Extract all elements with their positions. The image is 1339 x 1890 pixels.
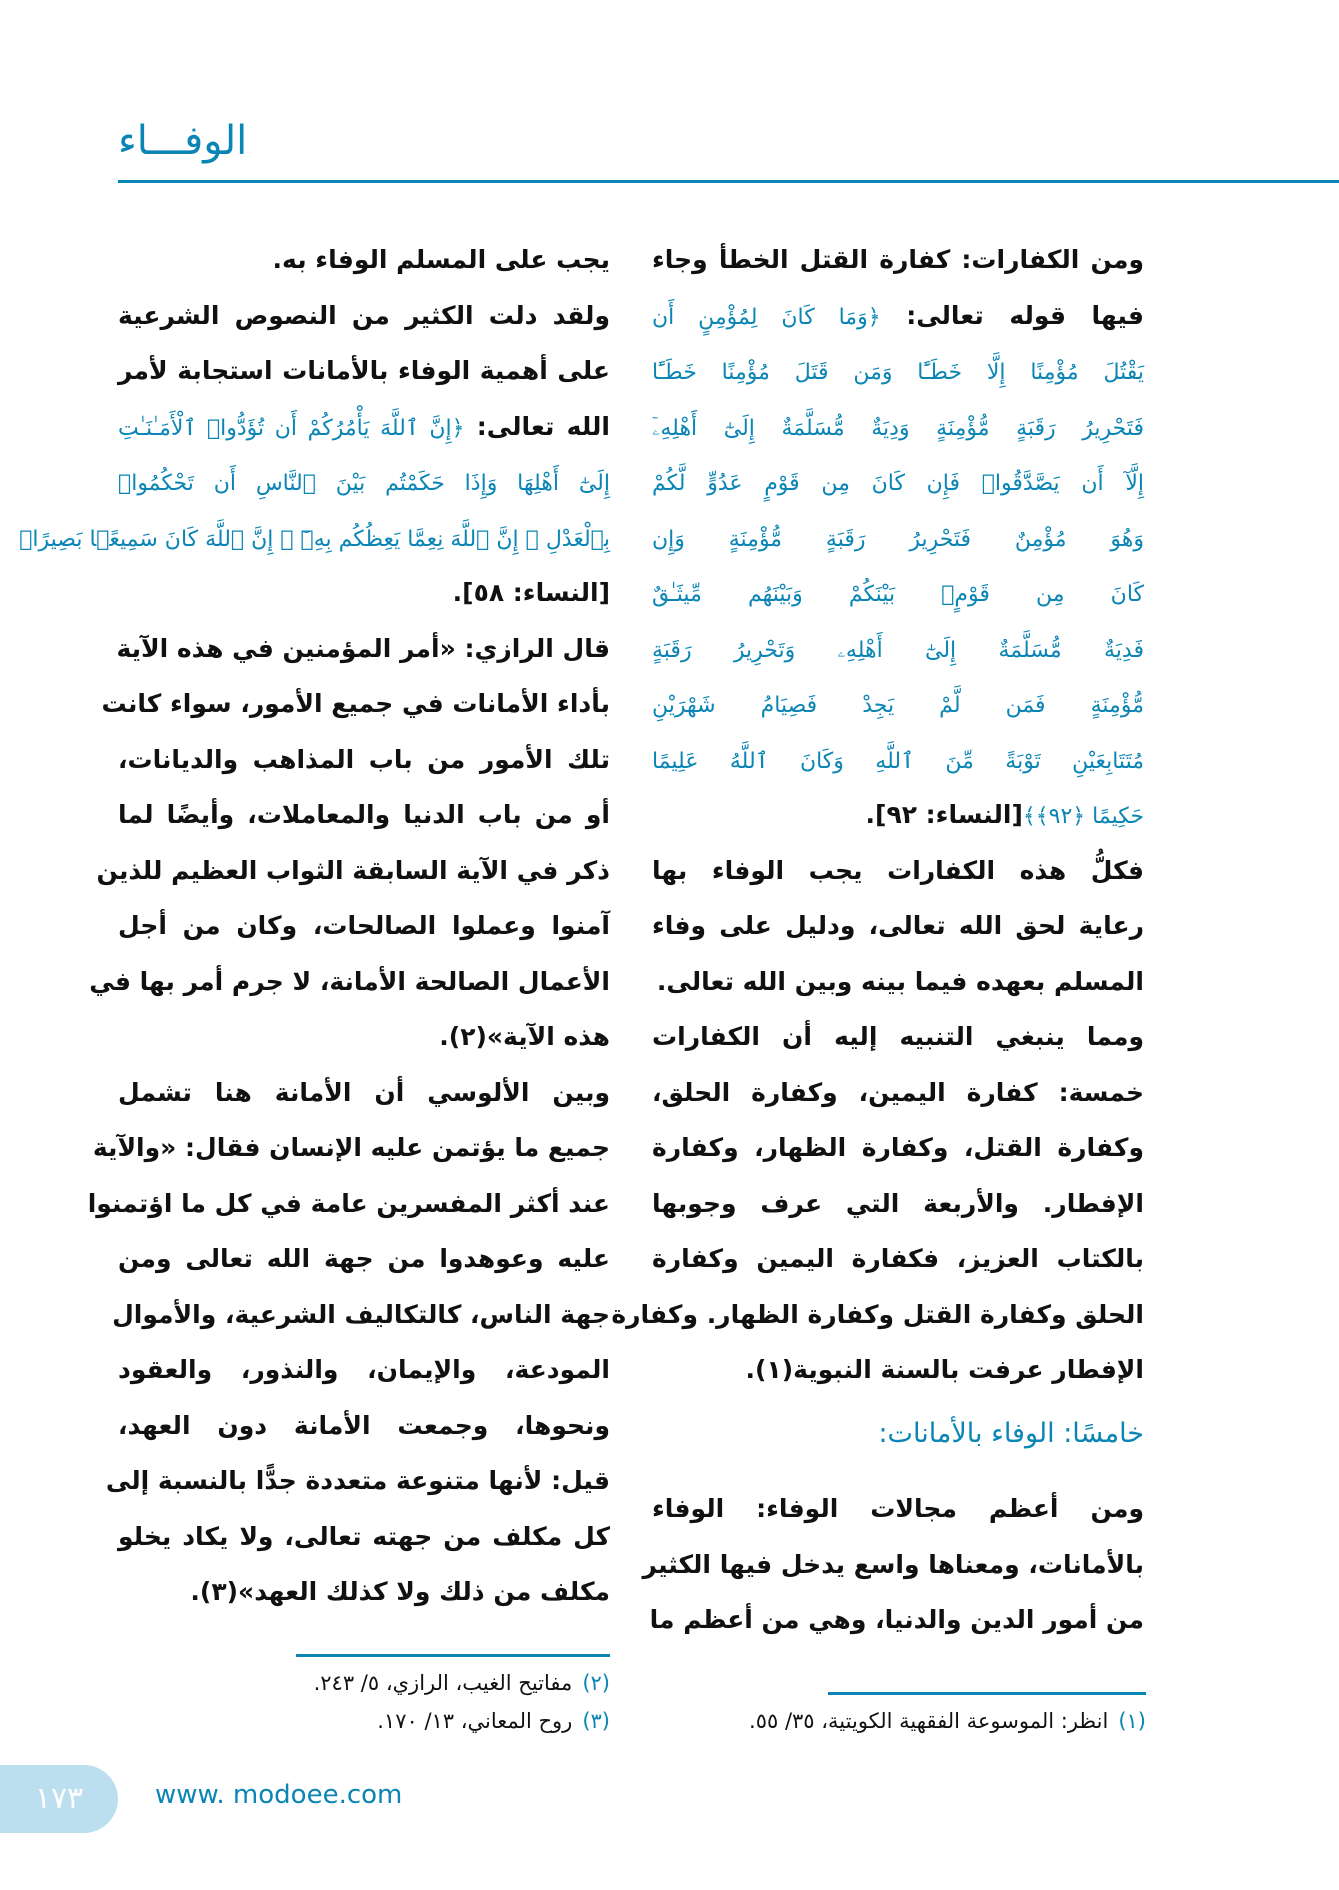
text-segment: وكفارة القتل، وكفارة الظهار، وكفارة — [652, 1133, 1144, 1162]
footnote-text: انظر: الموسوعة الفقهية الكويتية، ٣٥/ ٥٥. — [749, 1709, 1109, 1733]
text-segment: أو من باب الدنيا والمعاملات، وأيضًا لما — [118, 800, 610, 829]
text-segment: خامسًا: الوفاء بالأمانات: — [878, 1417, 1144, 1449]
text-segment: يجب على المسلم الوفاء به. — [272, 245, 610, 274]
text-line — [118, 1509, 610, 1565]
text-line — [105, 1453, 610, 1509]
text-line — [652, 732, 1144, 788]
text-line — [118, 288, 610, 344]
text-line — [652, 621, 1144, 677]
text-line — [118, 1065, 610, 1121]
text-segment: الحلق وكفارة القتل وكفارة الظهار. وكفارة — [611, 1299, 1144, 1329]
text-line — [652, 1065, 1144, 1121]
text-segment: [النساء: ٥٨]. — [452, 578, 610, 607]
text-line — [652, 676, 1144, 732]
text-line — [118, 898, 610, 954]
text-line — [118, 454, 610, 510]
footnote-number: (١) — [1118, 1709, 1146, 1733]
text-line — [652, 1231, 1144, 1287]
text-line — [652, 288, 1144, 344]
footnote-divider-left — [296, 1654, 610, 1657]
footnote-text: روح المعاني، ١٣/ ١٧٠. — [377, 1709, 573, 1733]
text-line — [118, 1231, 610, 1287]
text-line — [642, 1537, 1144, 1593]
quran-verse: بِٱلْعَدْلِ ۚ إِنَّ ٱللَّهَ نِعِمَّا يَعِظُكُم بِهِۦٓ ۗ إِنَّ ٱللَّهَ كَانَ سَمِيعًۢا بَصِيرًا﴾ — [19, 526, 610, 552]
left-column — [19, 232, 610, 1620]
text-segment: جهة الناس، كالتكاليف الشرعية، والأموال — [112, 1299, 610, 1329]
text-segment: كل مكلف من جهته تعالى، ولا يكاد يخلو — [118, 1521, 610, 1551]
text-line — [652, 843, 1144, 899]
footnote-2 — [314, 1664, 610, 1702]
text-line — [652, 898, 1144, 954]
footnote-number: (٢) — [582, 1671, 610, 1695]
text-line — [118, 1398, 610, 1454]
header-divider — [118, 180, 1339, 183]
text-segment: قيل: لأنها متنوعة متعددة جدًّا بالنسبة إلى — [105, 1466, 610, 1495]
text-line — [118, 1342, 610, 1398]
footnote-divider-right — [828, 1692, 1146, 1695]
text-segment: جميع ما يؤتمن عليه الإنسان فقال: «والآية — [92, 1133, 610, 1162]
text-segment: المسلم بعهده فيما بينه وبين الله تعالى. — [656, 966, 1144, 996]
quran-verse: فَتَحْرِيرُ رَقَبَةٍ مُّؤْمِنَةٍ وَدِيَةٌ مُّسَلَّمَةٌ إِلَىٰٓ أَهْلِهِۦٓ — [652, 415, 1144, 441]
text-segment: [النساء: ٩٢]. — [865, 800, 1023, 829]
text-line — [118, 565, 610, 621]
text-line — [118, 1009, 610, 1065]
text-segment: على أهمية الوفاء بالأمانات استجابة لأمر — [118, 356, 610, 385]
text-segment: الأعمال الصالحة الأمانة، لا جرم أمر بها في — [89, 966, 610, 996]
text-segment: رعاية لحق الله تعالى، ودليل على وفاء — [652, 911, 1144, 940]
text-segment: المودعة، والإيمان، والنذور، والعقود — [118, 1355, 610, 1384]
text-line — [652, 787, 1144, 843]
text-segment: عليه وعوهدوا من جهة الله تعالى ومن — [118, 1244, 610, 1273]
text-line — [611, 1287, 1144, 1343]
quran-verse: مُّؤْمِنَةٍ فَمَن لَّمْ يَجِدْ فَصِيَامُ شَهْرَيْنِ — [652, 693, 1144, 718]
text-segment: ذكر في الآية السابقة الثواب العظيم للذين — [96, 855, 610, 885]
text-line — [118, 732, 610, 788]
text-line — [19, 510, 610, 566]
quran-verse: ﴿وَمَا كَانَ لِمُؤْمِنٍ أَن — [652, 304, 881, 330]
quran-verse: وَهُوَ مُؤْمِنٌ فَتَحْرِيرُ رَقَبَةٍ مُّؤْمِنَةٍ وَإِن — [652, 526, 1144, 552]
text-line — [652, 1120, 1144, 1176]
text-segment: من أمور الدين والدنيا، وهي من أعظم ما — [649, 1605, 1144, 1634]
text-line — [652, 565, 1144, 621]
text-segment: مكلف من ذلك ولا كذلك العهد»(٣). — [190, 1577, 610, 1606]
chapter-title: الوفـــاء — [118, 118, 248, 164]
quran-verse: كَانَ مِن قَوْمٍۭ بَيْنَكُمْ وَبَيْنَهُم مِّيثَـٰقٌ — [652, 582, 1144, 607]
text-segment: آمنوا وعملوا الصالحات، وكان من أجل — [118, 911, 610, 940]
text-line — [652, 1342, 1144, 1398]
text-line — [118, 399, 610, 455]
text-line — [652, 954, 1144, 1010]
text-line — [652, 1009, 1144, 1065]
quran-verse: فَدِيَةٌ مُّسَلَّمَةٌ إِلَىٰٓ أَهْلِهِۦ وَتَحْرِيرُ رَقَبَةٍ — [652, 637, 1144, 663]
right-column — [611, 232, 1145, 1648]
text-segment: الإفطار. والأربعة التي عرف وجوبها — [652, 1188, 1144, 1218]
quran-verse: مُتَتَابِعَيْنِ تَوْبَةً مِّنَ ٱللَّهِ وَكَانَ ٱللَّهُ عَلِيمًا — [652, 748, 1144, 774]
text-line — [652, 232, 1144, 288]
text-line — [652, 454, 1144, 510]
quran-verse: ﴿إِنَّ ٱللَّهَ يَأْمُرُكُمْ أَن تُؤَدُّوا۟ ٱلْأَمَـٰنَـٰتِ — [118, 415, 465, 441]
text-line — [652, 1176, 1144, 1232]
text-line — [652, 399, 1144, 455]
text-segment: الله تعالى: — [464, 411, 610, 441]
footnote-3 — [377, 1702, 610, 1740]
text-segment: ولقد دلت الكثير من النصوص الشرعية — [118, 300, 610, 330]
text-line — [649, 1592, 1144, 1648]
text-line — [118, 621, 610, 677]
text-line — [87, 1176, 610, 1232]
text-segment: هذه الآية»(٢). — [439, 1022, 610, 1051]
text-line — [118, 232, 610, 288]
text-segment: الإفطار عرفت بالسنة النبوية(١). — [745, 1355, 1144, 1384]
page-number: ١٧٣ — [0, 1765, 118, 1833]
quran-verse: يَقْتُلَ مُؤْمِنًا إِلَّا خَطَـًٔا وَمَن قَتَلَ مُؤْمِنًا خَطَـًٔا — [652, 360, 1144, 385]
footnote-text: مفاتيح الغيب، الرازي، ٥/ ٢٤٣. — [313, 1671, 573, 1695]
text-segment: بأداء الأمانات في جميع الأمور، سواء كانت — [101, 689, 610, 718]
text-line — [652, 1481, 1144, 1537]
text-segment: قال الرازي: «أمر المؤمنين في هذه الآية — [116, 633, 610, 663]
text-segment: تلك الأمور من باب المذاهب والديانات، — [118, 744, 610, 774]
text-segment: عند أكثر المفسرين عامة في كل ما اؤتمنوا — [87, 1188, 610, 1218]
text-segment: ومما ينبغي التنبيه إليه أن الكفارات — [652, 1022, 1144, 1051]
text-segment: ومن أعظم مجالات الوفاء: الوفاء — [652, 1494, 1144, 1523]
text-line — [101, 676, 610, 732]
text-segment: ونحوها، وجمعت الأمانة دون العهد، — [118, 1410, 610, 1440]
section-heading — [652, 1406, 1144, 1462]
text-segment: بالأمانات، ومعناها واسع يدخل فيها الكثير — [642, 1549, 1144, 1579]
text-line — [118, 1564, 610, 1620]
text-segment: ومن الكفارات: كفارة القتل الخطأ وجاء — [652, 245, 1144, 274]
text-line — [118, 343, 610, 399]
text-segment: بالكتاب العزيز، فكفارة اليمين وكفارة — [652, 1244, 1144, 1273]
quran-verse: إِلَّآ أَن يَصَّدَّقُوا۟ فَإِن كَانَ مِن قَوْمٍ عَدُوٍّ لَّكُمْ — [652, 471, 1144, 496]
website-link[interactable]: www. modoee.com — [155, 1780, 403, 1810]
quran-verse: حَكِيمًا ﴿٩٢﴾﴾ — [1022, 804, 1144, 829]
text-segment: فكلُّ هذه الكفارات يجب الوفاء بها — [652, 855, 1144, 885]
text-line — [118, 787, 610, 843]
text-segment: فيها قوله تعالى: — [880, 300, 1145, 330]
footnote-1 — [749, 1702, 1146, 1740]
text-segment: وبين الألوسي أن الأمانة هنا تشمل — [118, 1077, 610, 1107]
text-line — [96, 843, 610, 899]
text-line — [652, 343, 1144, 399]
text-line — [652, 510, 1144, 566]
footnote-number: (٣) — [582, 1709, 610, 1733]
text-line — [92, 1120, 610, 1176]
text-line — [112, 1287, 610, 1343]
text-line — [89, 954, 610, 1010]
quran-verse: إِلَىٰٓ أَهْلِهَا وَإِذَا حَكَمْتُم بَيْنَ ٱلنَّاسِ أَن تَحْكُمُوا۟ — [118, 471, 610, 496]
text-segment: خمسة: كفارة اليمين، وكفارة الحلق، — [652, 1077, 1144, 1107]
